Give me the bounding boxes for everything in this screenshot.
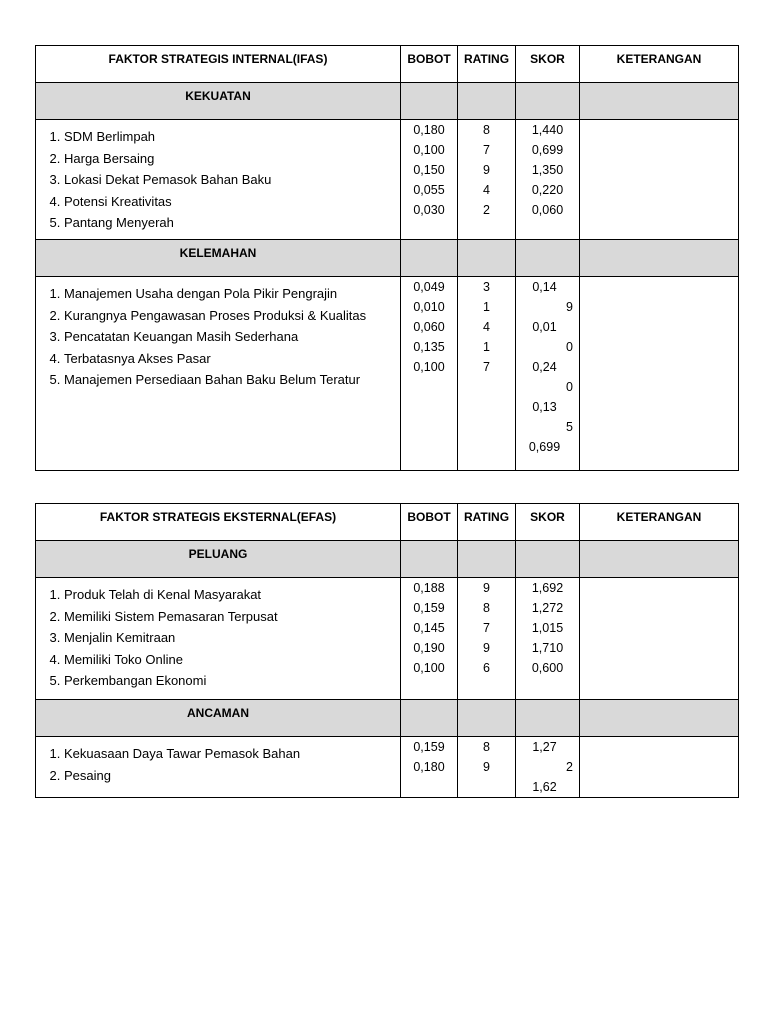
- factor-list-cell: [36, 737, 401, 798]
- rating-value: 8: [483, 740, 490, 754]
- list-item: 1. Kekuasaan Daya Tawar Pemasok Bahan: [64, 743, 400, 765]
- section-row-kekuatan: [36, 83, 739, 120]
- bobot-value: 0,159: [413, 740, 445, 754]
- header-keterangan: KETERANGAN: [580, 504, 739, 541]
- bobot-cell: [401, 120, 458, 240]
- keterangan-cell: [580, 120, 739, 240]
- skor-value: 0,699: [528, 440, 561, 454]
- list-item: 1. SDM Berlimpah: [64, 126, 400, 148]
- section-row-ancaman: [36, 700, 739, 737]
- bobot-value: 0,145: [413, 621, 445, 635]
- header-skor: SKOR: [516, 46, 580, 83]
- keterangan-cell: [580, 277, 739, 471]
- data-row-ancaman: [36, 737, 739, 798]
- rating-cell: [458, 737, 516, 798]
- bobot-value: 0,055: [413, 183, 445, 197]
- rating-value: 9: [483, 163, 490, 177]
- bobot-value: 0,060: [413, 320, 445, 334]
- rating-value: 7: [483, 360, 490, 374]
- data-row-kelemahan: [36, 277, 739, 471]
- bobot-value: 0,135: [413, 340, 445, 354]
- bobot-value: 0,030: [413, 203, 445, 217]
- header-skor: SKOR: [516, 504, 580, 541]
- skor-value: 1,27: [532, 740, 557, 754]
- factor-list-cell: [36, 120, 401, 240]
- list-item: 2. Kurangnya Pengawasan Proses Produksi & Kualitas: [64, 305, 400, 327]
- bobot-value: 0,100: [413, 143, 445, 157]
- factor-list-cell: [36, 277, 401, 471]
- skor-cell: [516, 277, 580, 471]
- header-bobot: BOBOT: [401, 46, 458, 83]
- skor-value: 1,692: [531, 581, 564, 595]
- skor-cell: [516, 737, 580, 798]
- skor-value: 1,62: [532, 780, 557, 794]
- list-item: 4. Memiliki Toko Online: [64, 649, 400, 671]
- skor-value: 0: [566, 340, 573, 354]
- rating-value: 4: [483, 183, 490, 197]
- list-item: 1. Produk Telah di Kenal Masyarakat: [64, 584, 400, 606]
- skor-value: 0,699: [531, 143, 564, 157]
- data-row-kekuatan: [36, 120, 739, 240]
- header-faktor: FAKTOR STRATEGIS EKSTERNAL(EFAS): [36, 504, 401, 541]
- rating-value: 6: [483, 661, 490, 675]
- bobot-value: 0,180: [413, 123, 445, 137]
- rating-value: 9: [483, 760, 490, 774]
- skor-value: 5: [566, 420, 573, 434]
- rating-value: 3: [483, 280, 490, 294]
- section-row-peluang: [36, 541, 739, 578]
- rating-value: 4: [483, 320, 490, 334]
- header-bobot: BOBOT: [401, 504, 458, 541]
- list-item: 3. Lokasi Dekat Pemasok Bahan Baku: [64, 169, 400, 191]
- table-header-row: [36, 46, 739, 83]
- skor-value: 0,14: [532, 280, 557, 294]
- ifas-table: [35, 45, 739, 471]
- bobot-cell: [401, 737, 458, 798]
- skor-value: 0,600: [531, 661, 564, 675]
- rating-value: 9: [483, 641, 490, 655]
- rating-value: 7: [483, 143, 490, 157]
- rating-cell: [458, 578, 516, 700]
- section-label: PELUANG: [36, 541, 401, 578]
- list-item: 5. Pantang Menyerah: [64, 212, 400, 234]
- efas-table: [35, 503, 739, 798]
- factor-list: [36, 120, 400, 234]
- section-label: KELEMAHAN: [36, 240, 401, 277]
- skor-value: 1,710: [531, 641, 564, 655]
- bobot-value: 0,100: [413, 661, 445, 675]
- list-item: 1. Manajemen Usaha dengan Pola Pikir Pengrajin: [64, 283, 400, 305]
- header-rating: RATING: [458, 46, 516, 83]
- factor-list: [36, 578, 400, 692]
- rating-value: 2: [483, 203, 490, 217]
- factor-list-cell: [36, 578, 401, 700]
- bobot-cell: [401, 277, 458, 471]
- bobot-value: 0,190: [413, 641, 445, 655]
- list-item: 5. Manajemen Persediaan Bahan Baku Belum Teratur: [64, 369, 400, 391]
- skor-value: 0,220: [531, 183, 564, 197]
- list-item: 2. Memiliki Sistem Pemasaran Terpusat: [64, 606, 400, 628]
- skor-cell: [516, 578, 580, 700]
- bobot-value: 0,049: [413, 280, 445, 294]
- rating-value: 8: [483, 123, 490, 137]
- list-item: 2. Harga Bersaing: [64, 148, 400, 170]
- section-label: KEKUATAN: [36, 83, 401, 120]
- bobot-cell: [401, 578, 458, 700]
- skor-value: 1,272: [531, 601, 564, 615]
- factor-list: [36, 737, 400, 786]
- skor-value: 0: [566, 380, 573, 394]
- list-item: 5. Perkembangan Ekonomi: [64, 670, 400, 692]
- skor-value: 1,440: [531, 123, 564, 137]
- skor-value: 9: [566, 300, 573, 314]
- rating-cell: [458, 120, 516, 240]
- rating-cell: [458, 277, 516, 471]
- list-item: 4. Terbatasnya Akses Pasar: [64, 348, 400, 370]
- rating-value: 7: [483, 621, 490, 635]
- bobot-value: 0,188: [413, 581, 445, 595]
- rating-value: 9: [483, 581, 490, 595]
- skor-value: 1,015: [531, 621, 564, 635]
- skor-value: 0,060: [531, 203, 564, 217]
- keterangan-cell: [580, 578, 739, 700]
- rating-value: 1: [483, 340, 490, 354]
- header-keterangan: KETERANGAN: [580, 46, 739, 83]
- skor-value: 0,24: [532, 360, 557, 374]
- skor-value: 0,01: [532, 320, 557, 334]
- skor-cell: [516, 120, 580, 240]
- bobot-value: 0,150: [413, 163, 445, 177]
- skor-value: 1,350: [531, 163, 564, 177]
- factor-list: [36, 277, 400, 391]
- list-item: 3. Pencatatan Keuangan Masih Sederhana: [64, 326, 400, 348]
- list-item: 3. Menjalin Kemitraan: [64, 627, 400, 649]
- bobot-value: 0,159: [413, 601, 445, 615]
- bobot-value: 0,180: [413, 760, 445, 774]
- header-rating: RATING: [458, 504, 516, 541]
- list-item: 2. Pesaing: [64, 765, 400, 787]
- rating-value: 1: [483, 300, 490, 314]
- keterangan-cell: [580, 737, 739, 798]
- section-label: ANCAMAN: [36, 700, 401, 737]
- skor-value: 0,13: [532, 400, 557, 414]
- section-row-kelemahan: [36, 240, 739, 277]
- table-header-row: [36, 504, 739, 541]
- skor-value: 2: [566, 760, 573, 774]
- list-item: 4. Potensi Kreativitas: [64, 191, 400, 213]
- bobot-value: 0,100: [413, 360, 445, 374]
- data-row-peluang: [36, 578, 739, 700]
- rating-value: 8: [483, 601, 490, 615]
- bobot-value: 0,010: [413, 300, 445, 314]
- header-faktor: FAKTOR STRATEGIS INTERNAL(IFAS): [36, 46, 401, 83]
